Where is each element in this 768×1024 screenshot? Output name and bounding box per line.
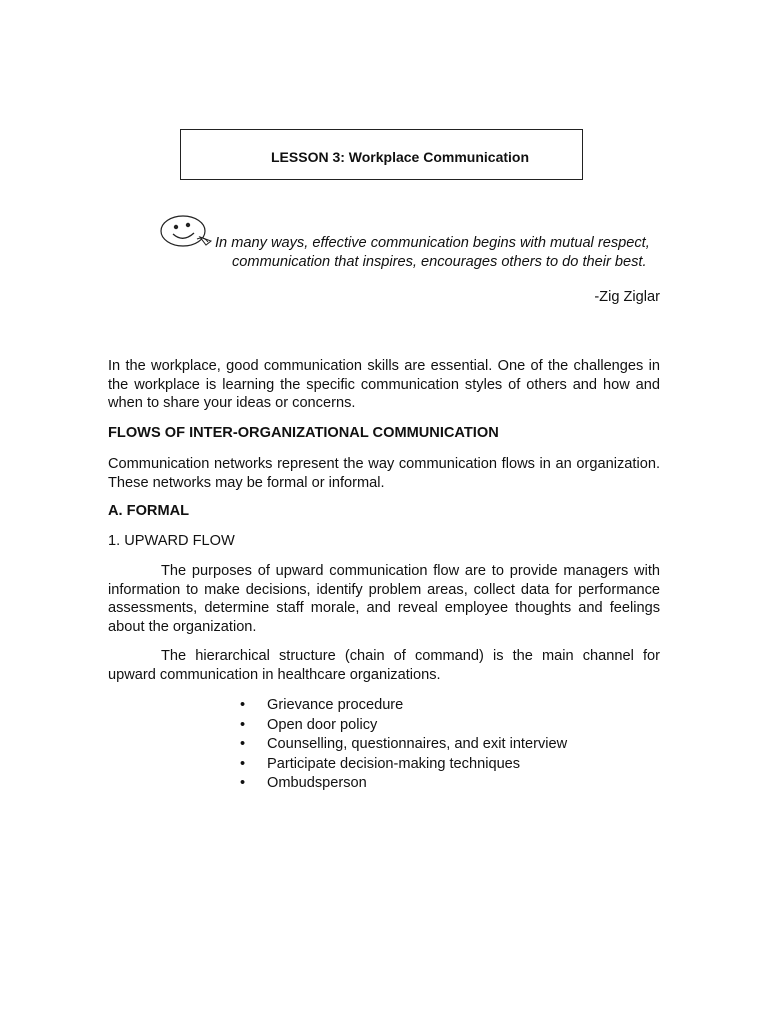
intro-paragraph: In the workplace, good communication skills are essential. One of the challenges in the workplace is learning the specific communication styles of others and how and when to share your ideas or concerns. — [108, 358, 660, 411]
lesson-title: LESSON 3: Workplace Communication — [271, 149, 530, 165]
upward-flow-heading: 1. UPWARD FLOW — [108, 533, 235, 549]
list-item: • Open door policy — [240, 716, 567, 736]
upward-purpose-paragraph: The purposes of upward communication flow are to provide managers with information to make decisions, identify problem areas, collect data for performance assessments, determine staff morale, and reveal employee thoughts and feelings about the organization. — [108, 563, 660, 635]
list-item: • Counselling, questionnaires, and exit interview — [240, 735, 567, 755]
formal-heading: A. FORMAL — [108, 503, 190, 519]
section-heading: FLOWS OF INTER-ORGANIZATIONAL COMMUNICATION — [108, 425, 499, 441]
hierarchy-paragraph: The hierarchical structure (chain of command) is the main channel for upward communication in healthcare organizations. — [108, 648, 660, 683]
upward-channels-list — [240, 696, 567, 794]
networks-paragraph: Communication networks represent the way communication flows in an organization. These networks may be formal or informal. — [108, 456, 660, 491]
quote-line-1: In many ways, effective communication begins with mutual respect, — [215, 235, 650, 251]
list-item: • Participate decision-making techniques — [240, 755, 567, 775]
quote-author: -Zig Ziglar — [594, 289, 660, 305]
quote-line-2: communication that inspires, encourages others to do their best. — [232, 254, 647, 270]
list-item: • Grievance procedure — [240, 696, 567, 716]
list-item: • Ombudsperson — [240, 774, 567, 794]
smiley-face-icon — [159, 212, 215, 250]
opening-quote — [215, 234, 650, 272]
